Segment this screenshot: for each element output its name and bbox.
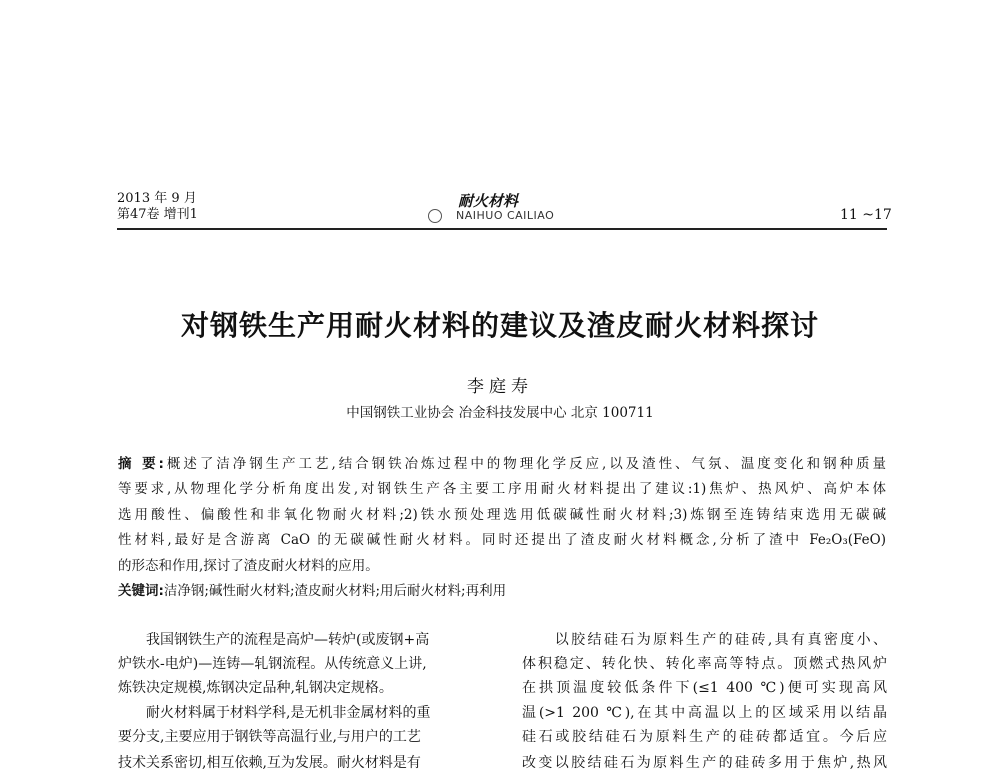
journal-name-cn: 耐火材料	[458, 192, 519, 210]
issue-date: 2013 年 9 月	[117, 191, 197, 206]
body-left-line: 炉铁水-电炉)—连铸—轧钢流程。从传统意义上讲,	[118, 656, 427, 672]
body-left-line: 技术关系密切,相互依赖,互为发展。耐火材料是有	[118, 755, 421, 771]
author: 李庭寿	[467, 377, 533, 397]
body-right-line: 以胶结硅石为原料生产的硅砖,具有真密度小、	[522, 632, 887, 648]
paper-title: 对钢铁生产用耐火材料的建议及渣皮耐火材料探讨	[180, 309, 819, 342]
journal-logo	[428, 190, 568, 226]
body-right-line: 体积稳定、转化快、转化率高等特点。顶燃式热风炉	[522, 656, 887, 672]
abstract-line: 等要求,从物理化学分析角度出发,对钢铁生产各主要工序用耐火材料提出了建议:1)焦炉、热风炉、高炉本体	[118, 481, 886, 497]
body-right-line: 硅石或胶结硅石为原料生产的硅砖都适宜。今后应	[522, 729, 887, 745]
body-right-line: 在拱顶温度较低条件下(≤1 400 ℃)便可实现高风	[522, 680, 887, 696]
header-rule	[117, 228, 887, 230]
abstract-line: 选用酸性、偏酸性和非氧化物耐火材料;2)铁水预处理选用低碳碱性耐火材料;3)炼钢至连铸结束选用无碳碱	[118, 507, 886, 523]
logo-circle-icon	[428, 209, 442, 223]
keywords-line	[118, 579, 886, 599]
abstract-label: 摘 要:	[118, 456, 164, 472]
keywords-label: 关键词:	[118, 583, 164, 599]
abstract-text: 概述了洁净钢生产工艺,结合钢铁冶炼过程中的物理化学反应,以及渣性、气氛、温度变化和钢种质量	[163, 456, 886, 472]
keywords-text: 洁净钢;碱性耐火材料;渣皮耐火材料;用后耐火材料;再利用	[163, 583, 507, 599]
body-right-line: 改变以胶结硅石为原料生产的硅砖多用于焦炉,热风	[522, 755, 887, 771]
abstract-line: 的形态和作用,探讨了渣皮耐火材料的应用。	[118, 558, 379, 574]
volume-info: 第47卷 增刊1	[117, 207, 198, 222]
abstract-line	[118, 452, 886, 472]
affiliation: 中国钢铁工业协会 冶金科技发展中心 北京 100711	[346, 405, 654, 421]
page-range: 11 ~17	[840, 207, 892, 223]
abstract-line: 性材料,最好是含游离 CaO 的无碳碱性耐火材料。同时还提出了渣皮耐火材料概念,分析了渣中 Fe₂O₃(FeO)	[118, 532, 886, 548]
body-left-line: 我国钢铁生产的流程是高炉—转炉(或废钢+高	[118, 632, 430, 648]
body-left-line: 要分支,主要应用于钢铁等高温行业,与用户的工艺	[118, 729, 421, 745]
body-left-line: 炼铁决定规模,炼钢决定品种,轧钢决定规格。	[118, 680, 393, 696]
body-left-line: 耐火材料属于材料学科,是无机非金属材料的重	[118, 705, 431, 721]
body-right-line: 温(>1 200 ℃),在其中高温以上的区域采用以结晶	[522, 705, 887, 721]
journal-name-en: NAIHUO CAILIAO	[456, 209, 555, 222]
